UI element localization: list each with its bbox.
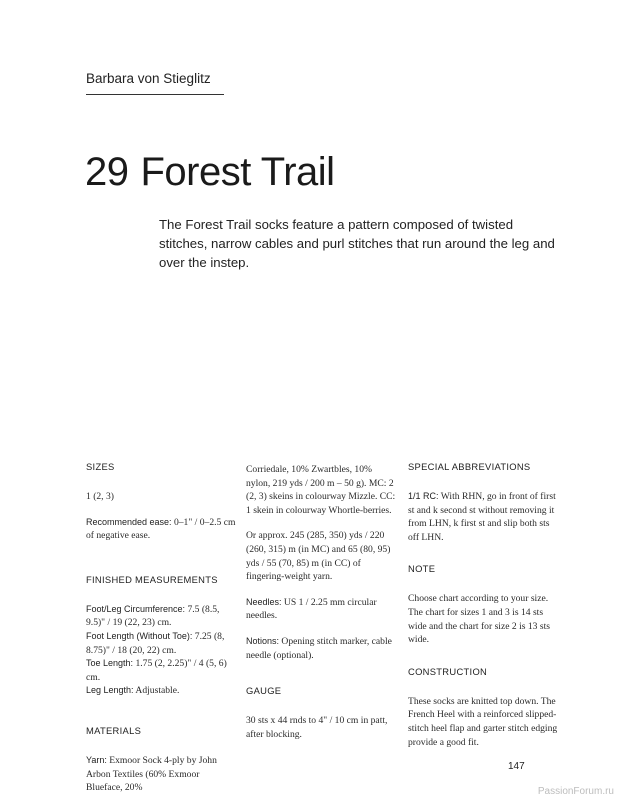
ease-text: 0–1" / 0–2.5 cm of negative ease. xyxy=(86,516,236,542)
yarn-text-continued: Corriedale, 10% Zwartbles, 10% nylon, 219 yds / 200 m – 50 g). MC: 2 (2, 3) skeins in colourway Mizzle. CC: 1 skein in colourway Whortle-berries. xyxy=(246,464,396,516)
measurement-label: Foot/Leg Circumference: xyxy=(86,603,186,614)
measurement-text: 1.75 (2, 2.25)" / 4 (5, 6) cm. xyxy=(86,658,227,683)
finished-measurements-list xyxy=(86,603,236,698)
needles xyxy=(246,596,396,623)
measurement-text: 7.25 (8, 8.75)" / 18 (20, 22) cm. xyxy=(86,630,225,656)
pattern-number: 29 xyxy=(85,150,129,194)
note-heading: NOTE xyxy=(408,563,436,575)
pattern-name: Forest Trail xyxy=(140,150,335,194)
abbreviation-label: 1/1 RC: xyxy=(408,491,439,501)
notions-label: Notions: xyxy=(246,635,280,646)
notions-text: Opening stitch marker, cable needle (optional). xyxy=(246,635,392,661)
sizes-heading: SIZES xyxy=(86,461,115,472)
sizes-value: 1 (2, 3) xyxy=(86,491,114,502)
intro-paragraph: The Forest Trail socks feature a pattern composed of twisted stitches, narrow cables and purl stitches that run around the leg and over the instep. xyxy=(159,217,555,270)
notions xyxy=(246,635,396,662)
column-right xyxy=(408,460,558,761)
measurement-label: Toe Length: xyxy=(86,658,134,669)
recommended-ease xyxy=(86,516,236,543)
construction-text: These socks are knitted top down. The French Heel with a reinforced slipped-stitch heel flap and garter stitch edging provide a good fit. xyxy=(408,695,558,748)
yarn-label: Yarn: xyxy=(86,754,107,765)
needles-text: US 1 / 2.25 mm circular needles. xyxy=(246,596,377,622)
watermark: PassionForum.ru xyxy=(537,786,614,797)
abbreviation-text: With RHN, go in front of first st and k second st without removing it from LHN, k first st and slip both sts off LHN. xyxy=(408,491,556,543)
author-divider xyxy=(86,94,224,95)
gauge-text: 30 sts x 44 rnds to 4" / 10 cm in patt, after blocking. xyxy=(246,715,388,740)
yarn-approx: Or approx. 245 (285, 350) yds / 220 (260, 315) m (in MC) and 65 (80, 95) yds / 55 (70, 85) m (in CC) of fingering-weight yarn. xyxy=(246,530,391,583)
finished-measurements-heading: FINISHED MEASUREMENTS xyxy=(86,573,218,585)
measurement-text: Adjustable. xyxy=(133,685,180,697)
measurement-label: Foot Length (Without Toe): xyxy=(86,630,193,641)
yarn-text-start xyxy=(86,754,236,795)
page-number: 147 xyxy=(508,761,525,772)
measurement-label: Leg Length: xyxy=(86,685,134,696)
ease-label: Recommended ease: xyxy=(86,516,172,527)
needles-label: Needles: xyxy=(246,596,282,607)
construction-heading: CONSTRUCTION xyxy=(408,665,488,677)
note-text: Choose chart according to your size. The chart for sizes 1 and 3 is 14 sts wide and the chart for size 2 is 13 sts wide. xyxy=(408,593,551,646)
abbreviation-1-1-rc xyxy=(408,490,558,544)
special-abbreviations-heading: SPECIAL ABBREVIATIONS xyxy=(408,461,531,472)
column-middle xyxy=(246,463,396,753)
column-left xyxy=(86,460,236,807)
gauge-heading: GAUGE xyxy=(246,685,282,697)
measurement-text: 7.5 (8.5, 9.5)" / 19 (22, 23) cm. xyxy=(86,603,220,629)
materials-heading: MATERIALS xyxy=(86,724,142,736)
author-name: Barbara von Stieglitz xyxy=(86,71,211,86)
pattern-title xyxy=(85,150,335,195)
yarn-text: Exmoor Sock 4-ply by John Arbon Textiles (60% Exmoor Blueface, 20% xyxy=(86,754,217,794)
